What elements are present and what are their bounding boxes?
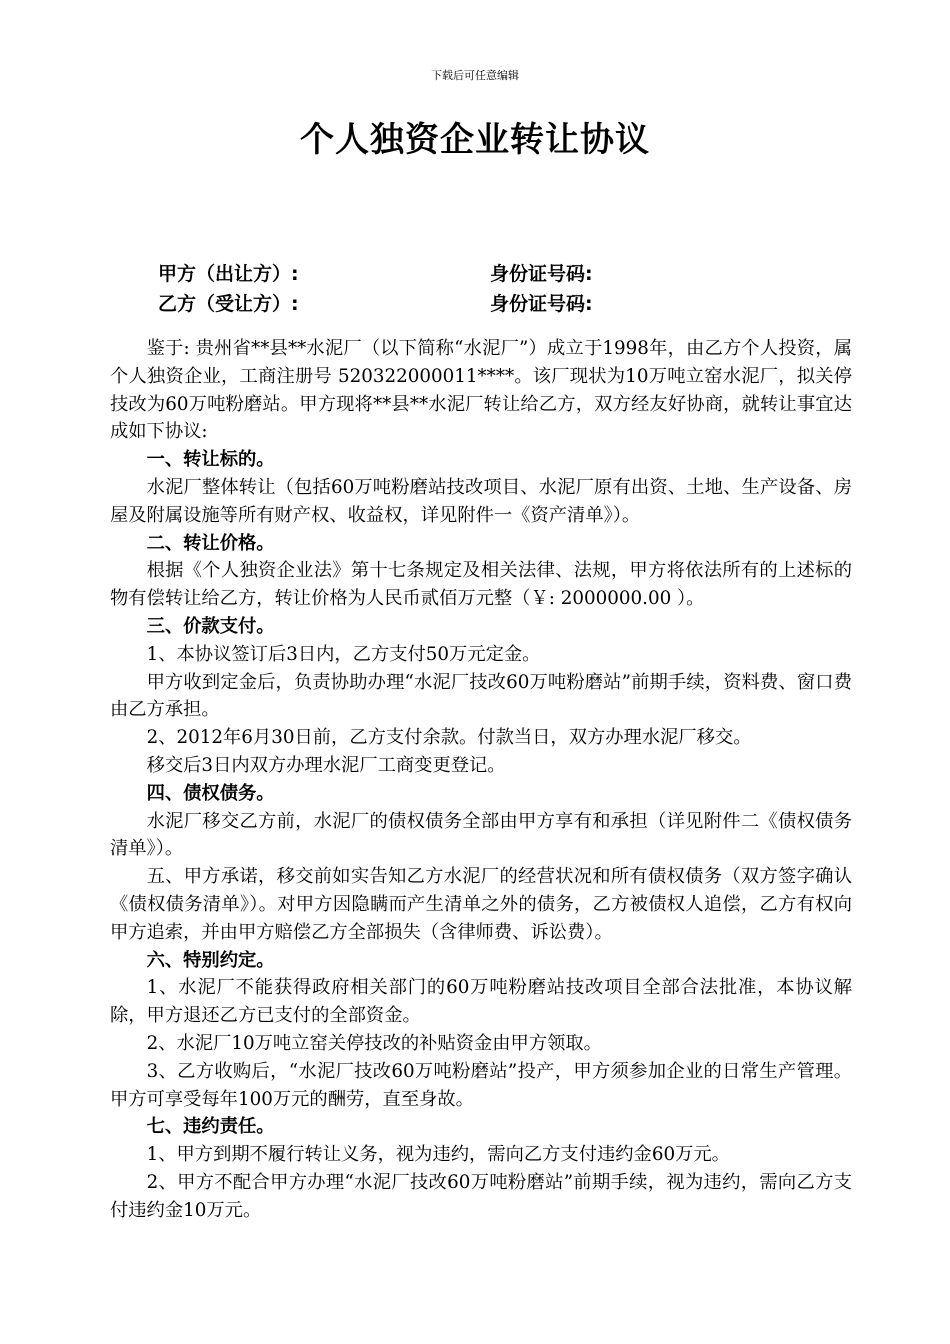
section-6-heading: 六、特别约定。 [146,949,275,971]
section-3-paragraph-3: 2、2012年6月30日前，乙方支付余款。付款当日，双方办理水泥厂移交。 [146,727,752,749]
section-4-paragraph: 水泥厂移交乙方前，水泥厂的债权债务全部由甲方享有和承担（详见附件二《债权债务清单》）。 [110,810,852,860]
section-3-paragraph-4: 移交后3日内双方办理水泥厂工商变更登记。 [146,754,506,776]
section-7-paragraph-1: 1、甲方到期不履行转让义务，视为违约，需向乙方支付违约金60万元。 [146,1144,730,1166]
section-7-paragraph-2: 2、甲方不配合甲方办理“水泥厂技改60万吨粉磨站”前期手续，视为违约，需向乙方支付违约金10万元。 [110,1171,852,1221]
agreement-body [110,335,852,1225]
party-b-row [158,289,858,319]
party-a-id-label: 身份证号码: [490,263,593,285]
section-6-paragraph-1: 1、水泥厂不能获得政府相关部门的60万吨粉磨站技改项目全部合法批准，本协议解除，甲方退还乙方已支付的全部资金。 [110,977,852,1027]
section-3-paragraph-2: 甲方收到定金后，负责协助办理“水泥厂技改60万吨粉磨站”前期手续，资料费、窗口费由乙方承担。 [110,671,852,721]
section-6-paragraph-2: 2、水泥厂10万吨立窑关停技改的补贴资金由甲方领取。 [146,1032,602,1054]
section-2-heading: 二、转让价格。 [146,532,275,554]
section-6-paragraph-3: 3、乙方收购后，“水泥厂技改60万吨粉磨站”投产，甲方须参加企业的日常生产管理。甲方可享受每年100万元的酬劳，直至身故。 [110,1060,852,1110]
party-a-label: 甲方（出让方）: [158,263,299,285]
party-a-row [158,259,858,289]
section-5-paragraph: 五、甲方承诺，移交前如实告知乙方水泥厂的经营状况和所有债权债务（双方签字确认《债权债务清单》）。对甲方因隐瞒而产生清单之外的债务，乙方被债权人追偿，乙方有权向甲方追索，并由甲方赔偿乙方全部损失（含律师费、诉讼费）。 [110,866,852,943]
header-note: 下载后可任意编辑 [431,69,519,82]
section-1-heading: 一、转让标的。 [146,449,275,471]
section-3-paragraph-1: 1、本协议签订后3日内，乙方支付50万元定金。 [146,643,541,665]
intro-paragraph: 鉴于: 贵州省**县**水泥厂（以下简称“水泥厂”）成立于1998年，由乙方个人投资，属个人独资企业，工商注册号 520322000011****。该厂现状为10万吨立窑水泥厂，拟关停技改为60万吨粉磨站。甲方现将**县**水泥厂转让给乙方，双方经友好协商，就转让事宜达成如下协议: [110,338,852,443]
party-b-id-label: 身份证号码: [490,293,593,315]
section-2-paragraph: 根据《个人独资企业法》第十七条规定及相关法律、法规，甲方将依法所有的上述标的物有偿转让给乙方，转让价格为人民币贰佰万元整（￥: 2000000.00 ）。 [110,560,852,610]
parties-block [158,259,858,319]
section-1-paragraph: 水泥厂整体转让（包括60万吨粉磨站技改项目、水泥厂原有出资、土地、生产设备、房屋及附属设施等所有财产权、收益权，详见附件一《资产清单》）。 [110,476,852,526]
section-3-heading: 三、价款支付。 [146,615,275,637]
party-b-label: 乙方（受让方）: [158,293,299,315]
section-7-heading: 七、违约责任。 [146,1116,275,1138]
section-4-heading: 四、债权债务。 [146,782,275,804]
document-title: 个人独资企业转让协议 [300,120,650,160]
